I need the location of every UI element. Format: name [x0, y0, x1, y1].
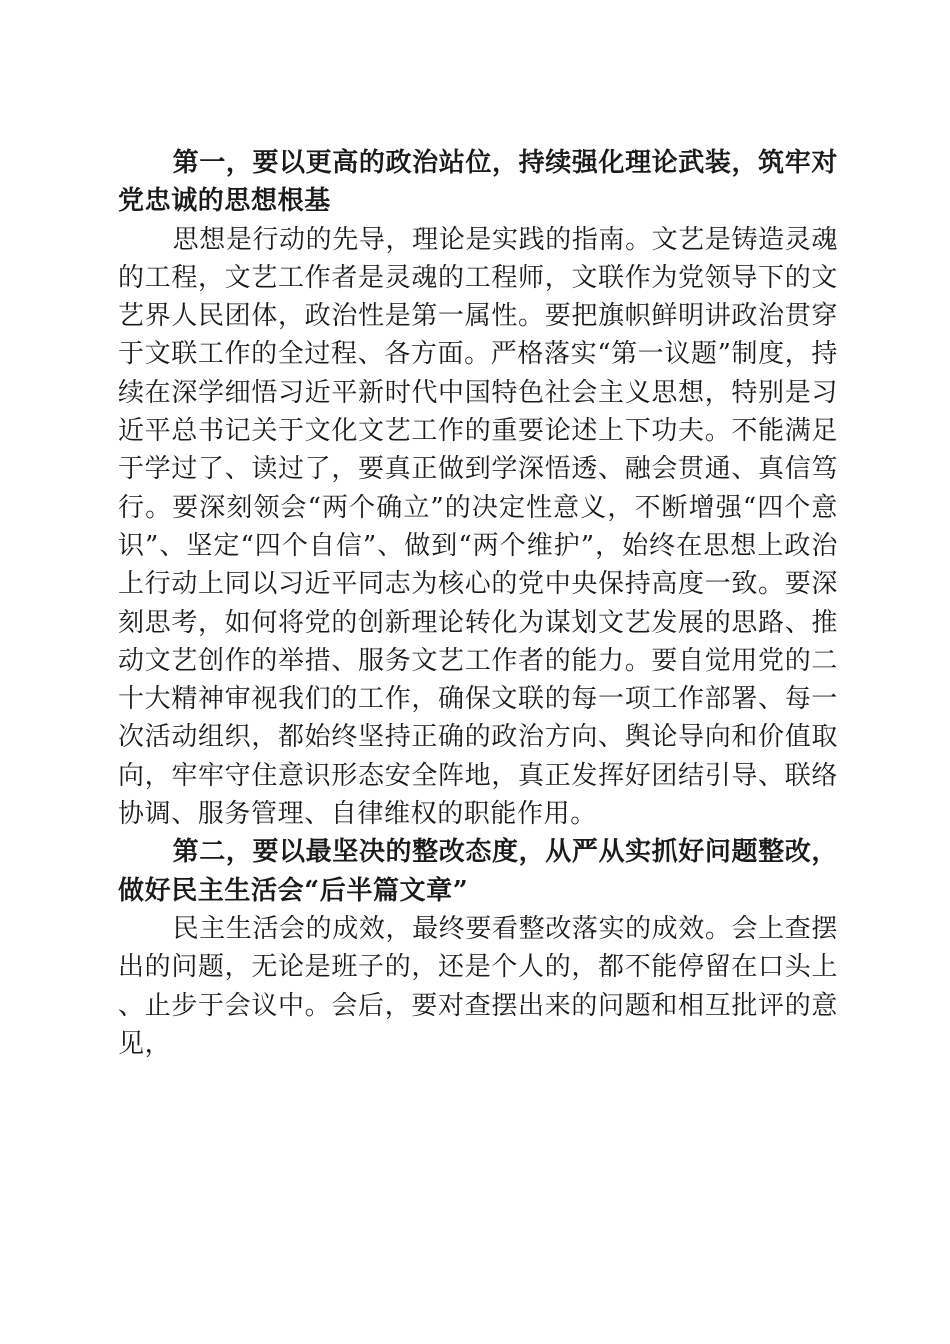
- section-2-paragraph: 民主生活会的成效，最终要看整改落实的成效。会上查摆出的问题，无论是班子的，还是个人的，都不能停留在口头上、止步于会议中。会后，要对查摆出来的问题和相互批评的意见，: [118, 913, 838, 1059]
- section-2-heading: 第二，要以最坚决的整改态度，从严从实抓好问题整改，做好民主生活会“后半篇文章”: [118, 837, 838, 906]
- section-1-paragraph: 思想是行动的先导，理论是实践的指南。文艺是铸造灵魂的工程，文艺工作者是灵魂的工程师，文联作为党领导下的文艺界人民团体，政治性是第一属性。要把旗帜鲜明讲政治贯穿于文联工作的全过程、各方面。严格落实“第一议题”制度，持续在深学细悟习近平新时代中国特色社会主义思想，特别是习近平总书记关于文化文艺工作的重要论述上下功夫。不能满足于学过了、读过了，要真正做到学深悟透、融会贯通、真信笃行。要深刻领会“两个确立”的决定性意义，不断增强“四个意识”、坚定“四个自信”、做到“两个维护”，始终在思想上政治上行动上同以习近平同志为核心的党中央保持高度一致。要深刻思考，如何将党的创新理论转化为谋划文艺发展的思路、推动文艺创作的举措、服务文艺工作者的能力。要自觉用党的二十大精神审视我们的工作，确保文联的每一项工作部署、每一次活动组织，都始终坚持正确的政治方向、舆论导向和价值取向，牢牢守住意识形态安全阵地，真正发挥好团结引导、联络协调、服务管理、自律维权的职能作用。: [118, 224, 838, 830]
- section-1-heading: 第一，要以更高的政治站位，持续强化理论武装，筑牢对党忠诚的思想根基: [118, 148, 838, 217]
- document-body: [118, 144, 838, 1063]
